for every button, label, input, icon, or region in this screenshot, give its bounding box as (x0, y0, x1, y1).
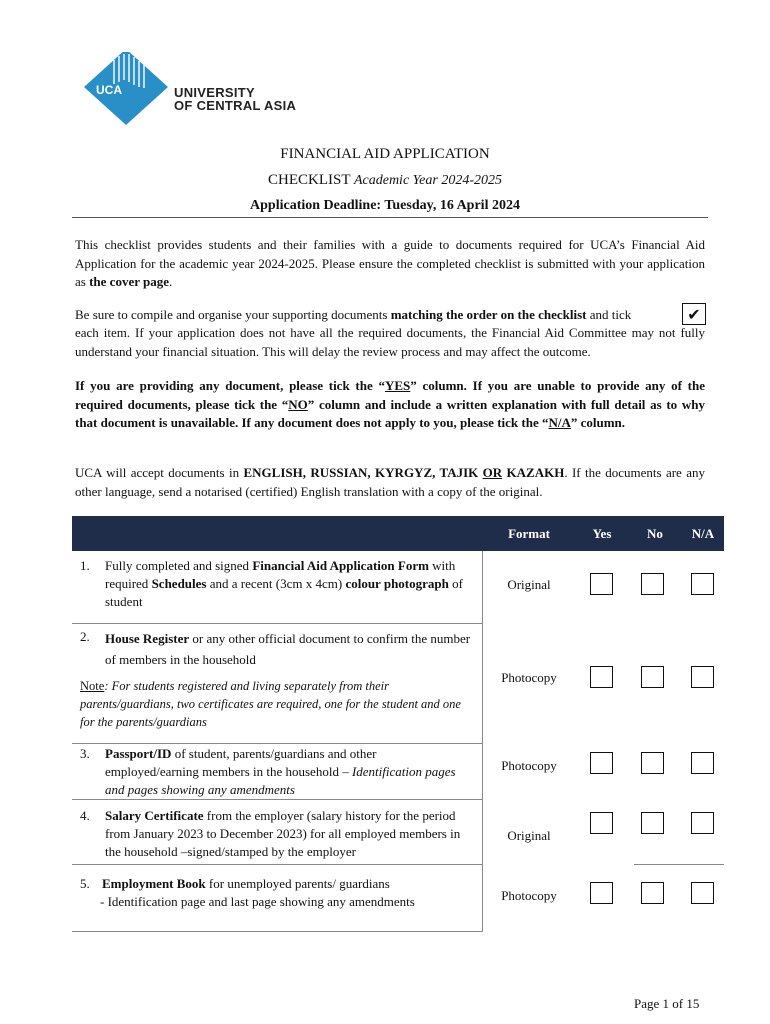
table-row (80, 557, 472, 611)
grid-line (72, 799, 482, 800)
row-format: Photocopy (501, 758, 557, 773)
row-format: Original (507, 577, 551, 592)
yes-checkbox[interactable] (590, 666, 613, 688)
table-header (72, 516, 724, 551)
row-text-part: or any other official document to confirm the number of members in the household (105, 631, 471, 667)
p3-d: ” column. (570, 415, 626, 430)
row-text-bold: Passport/ID (105, 746, 172, 761)
row-number: 3. (80, 746, 90, 761)
p1-text: This checklist provides students and their families with a guide to documents required for UCA’s Financial Aid Application for the academic year 2024-2025. Please ensure the completed checklist is submitted with your application as (75, 237, 705, 289)
subtitle-year: Academic Year 2024-2025 (353, 173, 502, 188)
grid-line (72, 864, 482, 865)
logo-badge-text: UCA (96, 83, 122, 97)
intro-paragraph-2-line-1 (75, 306, 675, 325)
checklist-table (72, 516, 724, 932)
intro-paragraph-2-rest: each item. If your application does not have all the required documents, the Financial Aid Committee may not fully understand your financial situation. This will delay the review process and may affect the outcome. (75, 325, 705, 359)
row-text (105, 807, 472, 861)
col-format: Format (508, 526, 550, 541)
row-text-bold: House Register (105, 631, 190, 646)
logo-line-1: UNIVERSITY (174, 85, 256, 100)
yes-checkbox[interactable] (590, 882, 613, 904)
table-row (80, 745, 472, 799)
page-number: Page 1 of 15 (634, 996, 700, 1011)
na-checkbox[interactable] (691, 752, 714, 774)
row-number: 1. (80, 558, 90, 573)
note-label: Note (80, 679, 105, 693)
na-checkbox[interactable] (691, 573, 714, 595)
p3-yes: YES (384, 378, 411, 393)
row-text-part: and a recent (3cm x 4cm) (206, 576, 346, 591)
row-text-bold: Employment Book (102, 876, 206, 891)
application-deadline: Application Deadline: Tuesday, 16 April 2024 (250, 198, 520, 213)
row-text-part: of student (105, 576, 463, 609)
grid-line (72, 743, 482, 744)
no-checkbox[interactable] (641, 573, 664, 595)
p2-text-a: Be sure to compile and organise your supporting documents (75, 307, 391, 322)
intro-paragraph-4 (75, 464, 705, 501)
p3-a: If you are providing any document, please tick the “ (75, 378, 385, 393)
yes-checkbox[interactable] (590, 812, 613, 834)
row-text-part: for unemployed parents/ guardians (205, 876, 390, 891)
row-text-part: from the employer (salary history for the period from January 2023 to December 2023) for all employed members in the household –signed/stamped by the employer (105, 808, 461, 859)
na-checkbox[interactable] (691, 882, 714, 904)
p1-bold: the cover page (89, 274, 169, 289)
no-checkbox[interactable] (641, 752, 664, 774)
subtitle-main: CHECKLIST (267, 172, 351, 188)
p3-no: NO (288, 396, 308, 412)
row-text-part: with required (105, 558, 456, 591)
logo-line-2: OF CENTRAL ASIA (174, 98, 297, 113)
row-text (102, 875, 472, 893)
grid-line (634, 864, 724, 865)
p3-b: ” column. If you are unable to provide any of the required documents, please tick the “ (75, 378, 706, 412)
table-row (80, 807, 472, 861)
divider (72, 217, 708, 218)
row-text-part: Fully completed and signed (105, 558, 253, 573)
table-row (80, 875, 472, 911)
row-format: Photocopy (501, 888, 557, 903)
p2-text-b: and tick (586, 307, 632, 322)
p3-na: N/A (548, 415, 571, 430)
p4-kazakh: KAZAKH (502, 465, 565, 480)
row-note (80, 677, 472, 731)
row-format: Photocopy (501, 670, 557, 685)
col-no: No (647, 526, 663, 541)
row-number: 5. (80, 876, 90, 891)
row-text-italic: Identification pages and pages showing any amendments (105, 764, 456, 797)
page-subtitle (0, 172, 770, 189)
checkmark-icon: ✔ (682, 303, 706, 325)
row-number: 4. (80, 808, 90, 823)
p1-end: . (169, 274, 173, 289)
intro-paragraph-3 (75, 377, 705, 433)
na-checkbox[interactable] (691, 812, 714, 834)
p2-bold: matching the order on the checklist (390, 307, 587, 322)
no-checkbox[interactable] (641, 812, 664, 834)
p4-b: . If the documents are any other language, send a notarised (certified) English translation with a copy of the original. (75, 465, 705, 499)
no-checkbox[interactable] (641, 666, 664, 688)
row-text (105, 557, 472, 611)
p3-c: ” column and include a written explanation with full detail as to why that document is unavailable. If any document does not apply to you, please tick the “ (75, 396, 705, 430)
p4-langs: ENGLISH, RUSSIAN, KYRGYZ, TAJIK (243, 465, 483, 480)
row-text-bold: Schedules (151, 576, 207, 591)
note-text: : For students registered and living separately from their parents/guardians, two certificates are required, one for the student and one for the parents/guardians (80, 679, 461, 729)
row-number: 2. (80, 629, 90, 644)
na-checkbox[interactable] (691, 666, 714, 688)
row-text-part: of student, parents/guardians and other employed/earning members in the household – (105, 746, 377, 779)
yes-checkbox[interactable] (590, 573, 613, 595)
col-yes: Yes (592, 526, 612, 541)
row-text (105, 745, 472, 799)
row-text (105, 628, 472, 670)
p4-a: UCA will accept documents in (75, 465, 244, 480)
row-format: Original (507, 828, 551, 843)
row-text-bold: colour photograph (345, 576, 449, 591)
grid-line (482, 551, 483, 932)
yes-checkbox[interactable] (590, 752, 613, 774)
row-subtext: - Identification page and last page showing any amendments (100, 894, 415, 909)
row-text-bold: Financial Aid Application Form (252, 558, 429, 573)
no-checkbox[interactable] (641, 882, 664, 904)
table-row (80, 628, 472, 731)
p4-or: OR (482, 465, 503, 480)
grid-line (72, 623, 482, 624)
logo-text (174, 86, 296, 112)
intro-paragraph-1 (75, 236, 705, 292)
page-title: FINANCIAL AID APPLICATION (280, 146, 490, 162)
row-text-bold: Salary Certificate (105, 808, 204, 823)
col-na: N/A (691, 526, 715, 541)
grid-line (72, 931, 482, 932)
